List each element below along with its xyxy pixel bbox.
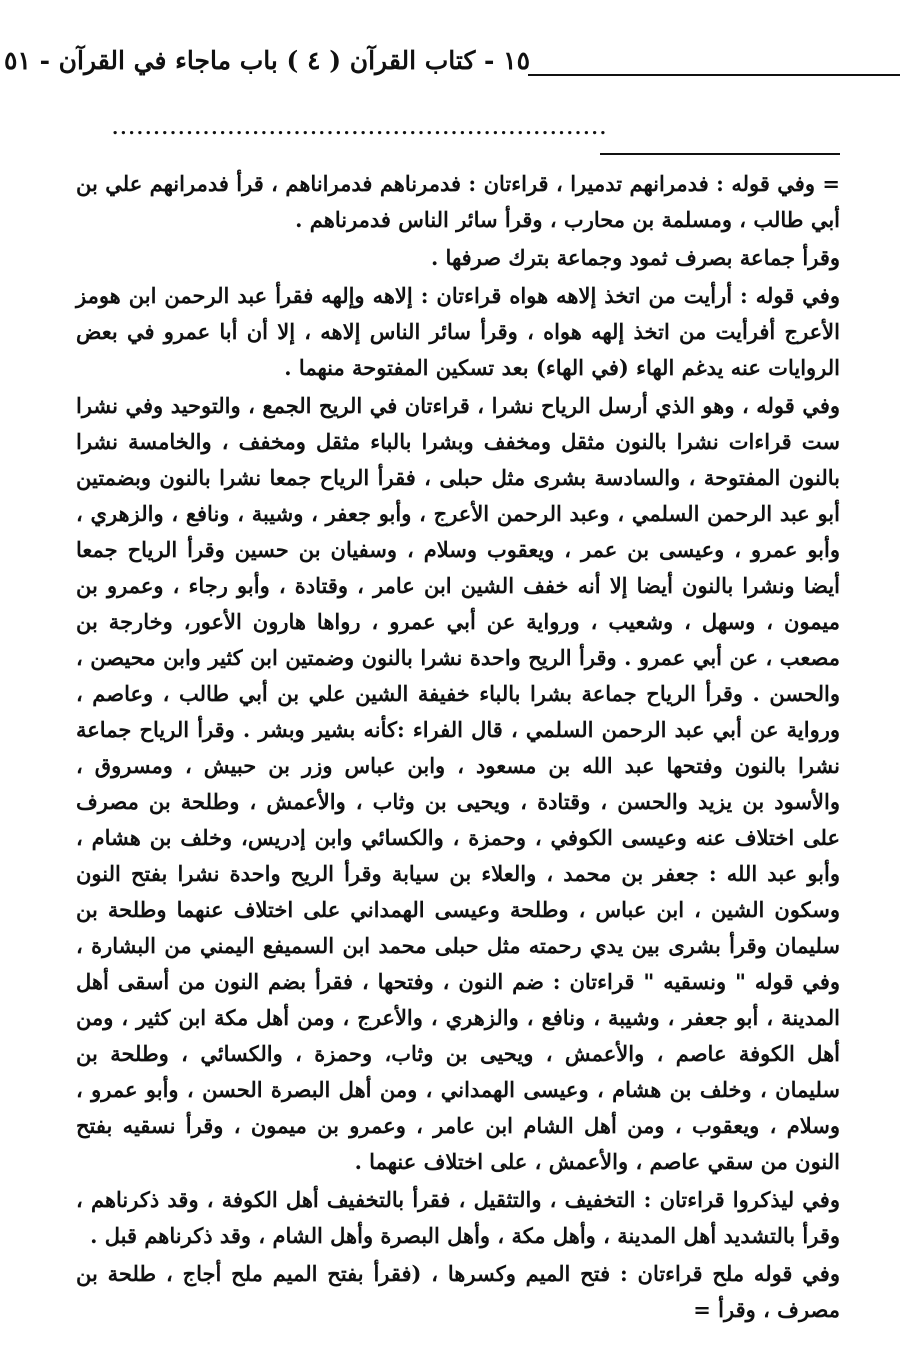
body-text — [76, 166, 840, 1330]
paragraph — [76, 388, 840, 1180]
footnote-rule — [600, 153, 840, 155]
dotted-separator: ............................................................ — [112, 118, 608, 139]
header-title: ١٥ - كتاب القرآن ( ٤ ) باب ماجاء في القرآن - ٥١ — [4, 46, 530, 75]
paragraph-text: وفي قوله ، وهو الذي أرسل الرياح نشرا ، قراءتان في الريح الجمع ، والتوحيد وفي نشرا ست قراءات نشرا بالنون مثقل ومخفف وبشرا بالباء مثقل ومخفف ، والخامسة نشرا بالنون المفتوحة ، والسادسة بشرى مثل حبلى ، فقرأ الرياح جمعا نشرا بالنون وبضمتين أبو عبد الرحمن السلمي ، وعبد الرحمن الأعرج ، وأبو جعفر ، وشيبة ، ونافع ، والزهري ، وأبو عمرو ، وعيسى بن عمر ، ويعقوب وسلام ، وسفيان بن حسين وقرأ الرياح جمعا أيضا ونشرا بالنون أيضا إلا أنه خفف الشين ابن عامر ، وقتادة ، وأبو رجاء ، وعمرو بن ميمون ، وسهل ، وشعيب ، ورواية عن أبي عمرو ، رواها هارون الأعور، وخارجة بن مصعب ، عن أبي عمرو . وقرأ الريح واحدة نشرا بالنون وضمتين ابن كثير وابن محيصن ، والحسن . وقرأ الرياح جماعة بشرا بالباء خفيفة الشين علي بن أبي طالب ، وعاصم ، ورواية عن أبي عبد الرحمن السلمي ، قال الفراء :كأنه بشير وبشر . وقرأ الرياح جماعة نشرا بالنون وفتحها عبد الله بن مسعود ، وابن عباس وزر بن حبيش ، ومسروق ، والأسود بن يزيد والحسن ، وقتادة ، ويحيى بن وثاب ، والأعمش ، وطلحة بن مصرف على اختلاف عنه وعيسى الكوفي ، وحمزة ، والكسائي وابن إدريس، وخلف بن هشام ، وأبو عبد الله : جعفر بن محمد ، والعلاء بن سيابة وقرأ الريح واحدة نشرا بفتح النون وسكون الشين ، ابن عباس ، وطلحة وعيسى الهمداني على اختلاف عنهما وطلحة بن سليمان وقرأ بشرى بين يدي رحمته مثل حبلى محمد ابن السميفع اليمني من البشارة ، وفي قوله " ونسقيه " قراءتان : ضم النون ، وفتحها ، فقرأ بضم النون من أسقى أهل المدينة ، أبو جعفر ، وشيبة ، ونافع ، والزهري ، والأعرج ، ومن أهل مكة ابن كثير ، ومن أهل الكوفة عاصم ، والأعمش ، ويحيى بن وثاب، وحمزة ، والكسائي ، وطلحة بن سليمان ، وخلف بن هشام ، وعيسى الهمداني ، ومن أهل البصرة الحسن ، وأبو عمرو ، وسلام ، ويعقوب ، ومن أهل الشام ابن عامر ، وعمرو بن ميمون ، وقرأ نسقيه بفتح النون من سقي عاصم ، والأعمش ، على اختلاف عنهما . — [76, 393, 840, 1174]
running-header — [4, 46, 860, 86]
paragraph-text: وفي قوله : أرأيت من اتخذ إلاهه هواه قراءتان : إلاهه وإلهه فقرأ عبد الرحمن ابن هومز الأعرج أفرأيت من اتخذ إلهه هواه ، وقرأ سائر الناس إلاهه ، إلا أن أبا عمرو في بعض الروايات عنه يدغم الهاء (في الهاء) بعد تسكين المفتوحة منهما . — [76, 283, 840, 380]
paragraph-text: وفي قوله ملح قراءتان : فتح الميم وكسرها ، (فقرأ بفتح الميم ملح أجاج ، طلحة بن مصرف ، وقرأ = — [76, 1261, 840, 1322]
header-rule — [528, 74, 900, 76]
paragraph-text: = وفي قوله : فدمرانهم تدميرا ، قراءتان : فدمرناهم فدمراناهم ، قرأ فدمرانهم علي بن أبي طالب ، ومسلمة بن محارب ، وقرأ سائر الناس فدمرناهم . — [76, 171, 840, 232]
paragraph — [76, 166, 840, 238]
paragraph — [76, 240, 840, 276]
paragraph — [76, 1256, 840, 1328]
paragraph-text: وقرأ جماعة بصرف ثمود وجماعة بترك صرفها . — [430, 245, 840, 270]
paragraph — [76, 278, 840, 386]
paragraph-text: وفي ليذكروا قراءتان : التخفيف ، والتثقيل ، فقرأ بالتخفيف أهل الكوفة ، وقد ذكرناهم ، وقرأ بالتشديد أهل المدينة ، وأهل مكة ، وأهل البصرة وأهل الشام ، وقد ذكرناهم قبل . — [76, 1187, 840, 1248]
paragraph — [76, 1182, 840, 1254]
